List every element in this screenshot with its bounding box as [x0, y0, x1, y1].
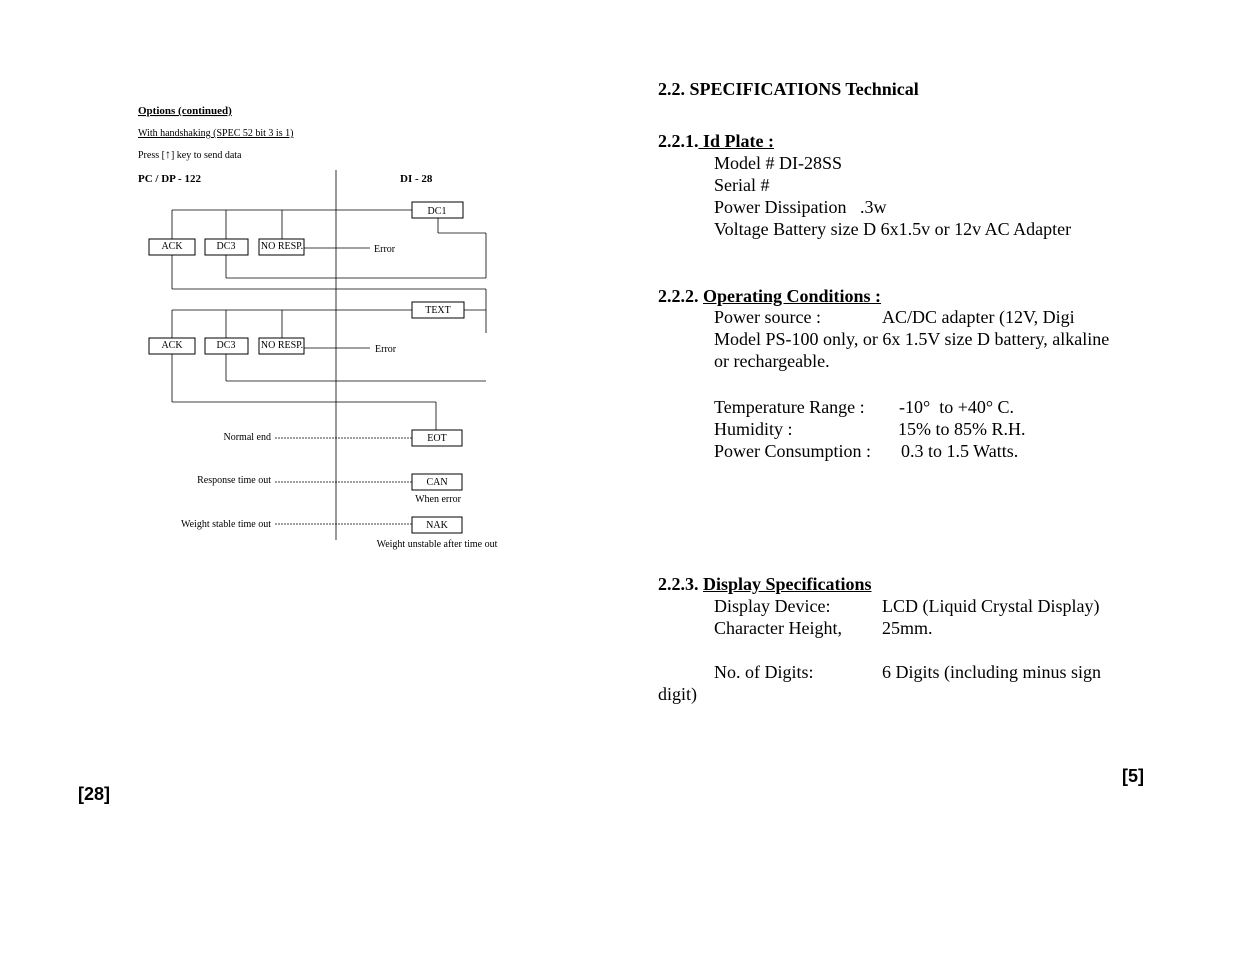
dc3-label-1: DC3 [216, 241, 236, 252]
digits-value: 6 Digits (including minus sign [882, 662, 1102, 682]
dc3-label-2: DC3 [216, 340, 236, 351]
error-label-1: Error [374, 244, 396, 255]
id-plate-heading: 2.2.1. Id Plate : [658, 131, 774, 151]
id-plate-serial: Serial # [714, 175, 770, 195]
can-label: CAN [426, 477, 448, 488]
when-error-label: When error [415, 494, 461, 505]
weight-stable-timeout-label: Weight stable time out [180, 519, 271, 530]
ack-label-2: ACK [161, 340, 183, 351]
text-label: TEXT [425, 305, 451, 316]
power-source-cont-2: or rechargeable. [714, 351, 830, 371]
no-resp-label-2: NO RESP. [260, 340, 304, 351]
humidity-value: 15% to 85% R.H. [898, 419, 1026, 439]
display-device-label: Display Device: [714, 596, 831, 616]
options-heading: Options (continued) [138, 105, 232, 117]
dc1-label: DC1 [427, 206, 447, 217]
digits-label: No. of Digits: [714, 662, 814, 682]
id-plate-model: Model # DI-28SS [714, 153, 843, 173]
temperature-label: Temperature Range : [714, 397, 865, 417]
id-plate-voltage: Voltage Battery size D 6x1.5v or 12v AC Adapter [714, 219, 1072, 239]
display-heading: 2.2.3. Display Specifications [658, 574, 872, 594]
consumption-value: 0.3 to 1.5 Watts. [901, 441, 1019, 461]
ack-label-1: ACK [161, 241, 183, 252]
power-source-value: AC/DC adapter (12V, Digi [882, 307, 1075, 327]
press-key-note: Press [↑] key to send data [138, 147, 242, 161]
weight-unstable-label: Weight unstable after time out [376, 539, 498, 550]
no-resp-label-1: NO RESP. [260, 241, 304, 252]
response-timeout-label: Response time out [197, 475, 271, 486]
up-arrow-icon: ↑ [164, 147, 171, 161]
id-plate-power: Power Dissipation .3w [714, 197, 887, 217]
consumption-label: Power Consumption : [714, 441, 872, 461]
normal-end-label: Normal end [223, 432, 271, 443]
display-device-value: LCD (Liquid Crystal Display) [882, 596, 1100, 616]
power-source-label: Power source : [714, 307, 821, 327]
section-title: 2.2. SPECIFICATIONS Technical [658, 79, 919, 99]
char-height-value: 25mm. [882, 618, 933, 638]
operating-heading: 2.2.2. Operating Conditions : [658, 286, 882, 306]
pc-column-label: PC / DP - 122 [138, 173, 201, 185]
nak-label: NAK [426, 520, 448, 531]
left-page-number: [28] [78, 784, 111, 804]
temperature-value: -10° to +40° C. [899, 397, 1015, 417]
humidity-label: Humidity : [714, 419, 793, 439]
handshaking-note: With handshaking (SPEC 52 bit 3 is 1) [138, 128, 294, 139]
di-column-label: DI - 28 [400, 173, 433, 185]
power-source-cont-1: Model PS-100 only, or 6x 1.5V size D battery, alkaline [714, 329, 1110, 349]
error-label-2: Error [375, 344, 397, 355]
right-page-number: [5] [1122, 766, 1144, 786]
char-height-label: Character Height, [714, 618, 842, 638]
eot-label: EOT [427, 433, 447, 444]
digits-cont: digit) [658, 684, 697, 704]
